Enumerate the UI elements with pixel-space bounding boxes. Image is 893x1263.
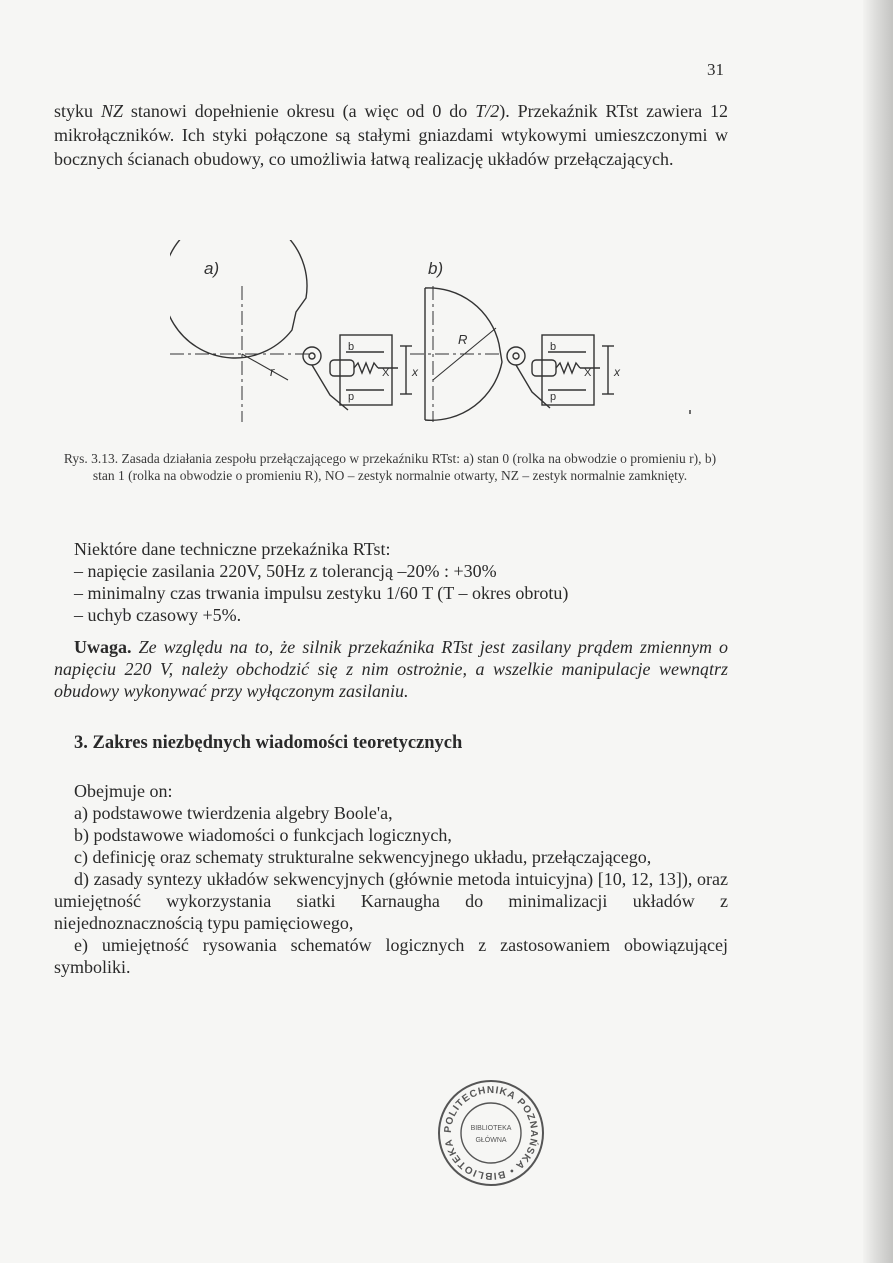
plunger-b — [532, 360, 556, 376]
figure-switching-assembly — [170, 240, 730, 435]
x-label-b: X — [584, 367, 592, 379]
plunger-a — [330, 360, 354, 376]
page-edge-shadow — [863, 0, 893, 1263]
section-item: e) umiejętność rysowania schematów logicznych z zastosowaniem obowiązującej symboliki. — [54, 935, 728, 977]
contact-label-p-b: p — [550, 391, 557, 403]
roller-hub-a — [309, 353, 315, 359]
library-stamp — [436, 1078, 546, 1193]
technical-data-item: – minimalny czas trwania impulsu zestyku 1/60 T (T – okres obrotu) — [74, 583, 569, 603]
radius-label-R: R — [458, 332, 468, 347]
contact-label-p-a: p — [348, 391, 355, 403]
warning-label: Uwaga. — [74, 637, 132, 657]
section-intro: Obejmuje on: — [74, 781, 173, 801]
cam-disc-a — [170, 240, 307, 358]
spring-a — [354, 363, 378, 373]
label-b: b) — [428, 259, 444, 278]
technical-data — [54, 538, 728, 626]
x-label-small-a: x — [412, 365, 418, 379]
text-italic-t2: T/2 — [475, 101, 500, 121]
radius-line-a — [242, 354, 288, 380]
stamp-seal — [436, 1078, 546, 1188]
svg-text:GŁÓWNA: GŁÓWNA — [475, 1137, 507, 1144]
lever-b — [516, 365, 550, 408]
spring-b — [556, 363, 580, 373]
x-label-a: X — [382, 367, 390, 379]
section-item: c) definicję oraz schematy strukturalne sekwencyjnego układu, przełączającego, — [74, 847, 652, 867]
roller-hub-b — [513, 353, 519, 359]
figure-caption: Rys. 3.13. Zasada działania zespołu przełączającego w przekaźniku RTst: a) stan 0 (rolka na obwodzie o promieniu r), b) stan 1 (rolka na obwodzie o promieniu R), NO – zestyk normalnie otwarty, NZ – zestyk normalnie zamknięty. — [63, 451, 717, 483]
section-item: a) podstawowe twierdzenia algebry Boole'a, — [74, 803, 393, 823]
section-content — [54, 780, 728, 978]
section-heading: 3. Zakres niezbędnych wiadomości teoretycznych — [74, 733, 463, 753]
contact-label-b-b: b — [550, 341, 557, 353]
x-label-small-b: x — [614, 365, 620, 379]
label-a: a) — [204, 259, 220, 278]
figure-diagram — [170, 240, 730, 430]
text-italic-nz: NZ — [100, 101, 123, 121]
text-segment: stanowi dopełnienie okresu (a więc od 0 do — [122, 101, 476, 121]
stamp-text: POLITECHNIKA POZNAŃSKA • BIBLIOTEKA — [442, 1084, 540, 1182]
page-number: 31 — [707, 60, 724, 79]
roller-a — [303, 347, 321, 365]
svg-text:BIBLIOTEKA: BIBLIOTEKA — [470, 1125, 512, 1132]
technical-data-item: – napięcie zasilania 220V, 50Hz z tolerancją –20% : +30% — [74, 561, 497, 581]
warning-text: Ze względu na to, że silnik przekaźnika RTst jest zasilany prądem zmiennym o napięciu 220 V, należy obchodzić się z nim ostrożnie, a wszelkie manipulacje wewnątrz obudowy wykonywać przy wyłączonym zasilaniu. — [54, 637, 729, 701]
technical-data-item: – uchyb czasowy +5%. — [74, 605, 242, 625]
warning-note — [54, 636, 728, 702]
text-segment: styku — [54, 101, 101, 121]
section-item: b) podstawowe wiadomości o funkcjach logicznych, — [74, 825, 452, 845]
technical-data-intro: Niektóre dane techniczne przekaźnika RTst: — [74, 539, 391, 559]
roller-b — [507, 347, 525, 365]
paragraph-intro — [54, 99, 728, 171]
section-item: d) zasady syntezy układów sekwencyjnych (głównie metoda intuicyjna) [10, 12, 13]), oraz umiejętność wykorzystania siatki Karnaugha do minimalizacji układów z niejednoznacznością typu pamięciowego, — [54, 869, 728, 933]
radius-label-r: r — [270, 364, 275, 379]
contact-label-b-a: b — [348, 341, 355, 353]
text-segment: ). Przekaźnik RTst zawiera 12 mikrołączników. Ich styki połączone są stałymi gniazdami wtykowymi umieszczonymi w bocznych ścianach obudowy, co umożliwia łatwą realizację układów przełączających. — [54, 101, 728, 169]
